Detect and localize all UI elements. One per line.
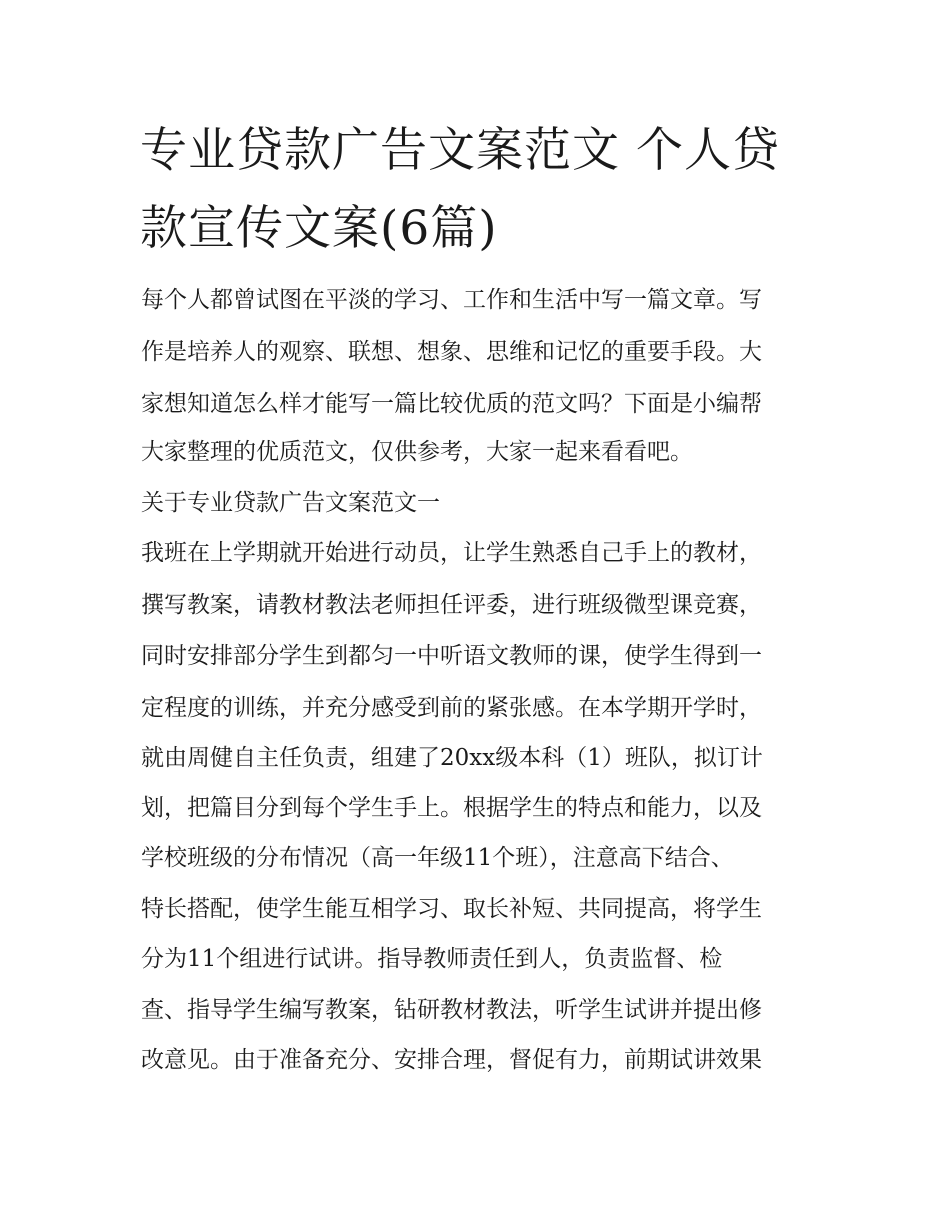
body-line: 定程度的训练，并充分感受到前的紧张感。在本学期开学时，: [141, 695, 762, 721]
intro-line: 作是培养人的观察、联想、想象、思维和记忆的重要手段。大: [141, 339, 762, 365]
body-line: 就由周健自主任负责，组建了20xx级本科（1）班队，拟订计: [141, 745, 763, 771]
body-line: 学校班级的分布情况（高一年级11个班），注意高下结合、: [141, 845, 734, 871]
body-line: 分为11个组进行试讲。指导教师责任到人，负责监督、检: [141, 946, 723, 972]
body-line: 改意见。由于准备充分、安排合理，督促有力，前期试讲效果: [141, 1047, 762, 1073]
body-line: 特长搭配，使学生能互相学习、取长补短、共同提高，将学生: [141, 896, 762, 922]
body-line: 同时安排部分学生到都匀一中听语文教师的课，使学生得到一: [141, 643, 762, 669]
body-line: 我班在上学期就开始进行动员，让学生熟悉自己手上的教材，: [141, 540, 762, 566]
intro-line: 大家整理的优质范文，仅供参考，大家一起来看看吧。: [141, 439, 693, 465]
intro-line: 每个人都曾试图在平淡的学习、工作和生活中写一篇文章。写: [141, 287, 762, 313]
body-line: 查、指导学生编写教案，钻研教材教法，听学生试讲并提出修: [141, 997, 762, 1023]
body-line: 划，把篇目分到每个学生手上。根据学生的特点和能力，以及: [141, 795, 762, 821]
body-line: 撰写教案，请教材教法老师担任评委，进行班级微型课竞赛，: [141, 592, 762, 618]
document-title: 专业贷款广告文案范文 个人贷款宣传文案(6篇): [140, 123, 780, 256]
section-heading: 关于专业贷款广告文案范文一: [141, 490, 440, 516]
intro-line: 家想知道怎么样才能写一篇比较优质的范文吗？下面是小编帮: [141, 391, 762, 417]
